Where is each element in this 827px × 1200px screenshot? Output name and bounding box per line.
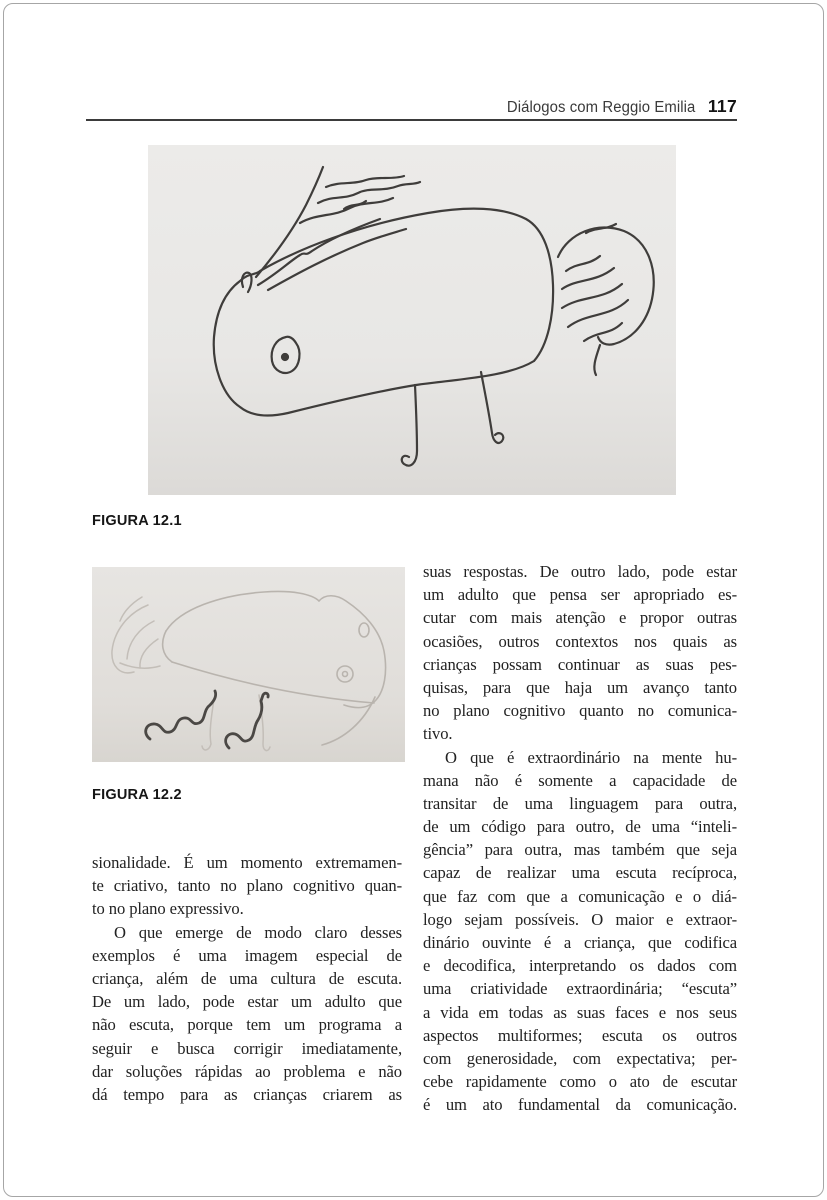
- text-line: a vida em todas as suas faces e nos seus: [423, 1002, 737, 1022]
- text-line: O que é extraordinário na mente hu-: [445, 747, 737, 767]
- horse-tail: [558, 224, 654, 375]
- text-line: logo sejam possíveis. O maior e extraor-: [423, 909, 737, 929]
- text-line: é um ato fundamental da comunicação.: [423, 1095, 737, 1115]
- text-line: crianças possam continuar as suas pes-: [423, 654, 737, 674]
- right-text-column: [423, 560, 737, 1117]
- text-line: aspectos multiformes; escuta os outros: [423, 1025, 737, 1045]
- left-text-column: [92, 851, 402, 1106]
- figure-12-1-drawing: [148, 145, 676, 495]
- figure-12-1: [148, 145, 676, 495]
- horse-body-outline: [214, 209, 553, 416]
- running-title: Diálogos com Reggio Emilia: [507, 99, 696, 116]
- figure-12-2-caption: FIGURA 12.2: [92, 786, 182, 803]
- page-header: [86, 96, 737, 117]
- text-line: um adulto que pensa ser apropriado es-: [423, 585, 737, 605]
- text-line: suas respostas. De outro lado, pode estar: [423, 562, 737, 581]
- text-line: que faz com que a comunicação e o diá-: [423, 886, 737, 906]
- text-line: com generosidade, com expectativa; per-: [423, 1048, 737, 1068]
- text-line: transitar de uma linguagem para outra,: [423, 793, 737, 813]
- text-line: gência” para outra, mas também que seja: [423, 840, 737, 860]
- text-line: sionalidade. É um momento extremamen-: [92, 853, 402, 872]
- text-line: to no plano expressivo.: [92, 899, 244, 919]
- header-rule: [86, 119, 737, 121]
- text-line: quisas, para que haja um avanço tanto: [423, 677, 737, 697]
- horse-eye-pupil: [282, 354, 288, 360]
- text-line: uma criatividade extraordinária; “escuta”: [423, 979, 737, 999]
- text-line: dinário ouvinte é a criança, que codifica: [423, 933, 737, 952]
- text-line: seguir e busca corrigir imediatamente,: [92, 1038, 402, 1058]
- text-line: mana não é somente a capacidade de: [423, 770, 737, 790]
- text-line: tivo.: [423, 724, 453, 744]
- dark-squiggle-legs: [146, 691, 268, 748]
- text-line: cutar com mais atenção e propor outras: [423, 608, 737, 628]
- text-line: capaz de realizar uma escuta recíproca,: [423, 863, 737, 883]
- text-line: O que emerge de modo claro desses: [114, 922, 402, 942]
- pencil-horse-outline: [163, 591, 386, 745]
- text-line: exemplos é uma imagem especial de: [92, 945, 402, 965]
- text-line: no plano cognitivo quanto no comunica-: [423, 701, 737, 721]
- figure-12-1-caption: FIGURA 12.1: [92, 512, 182, 529]
- figure-12-2: [92, 567, 405, 762]
- pencil-horse-tail: [112, 597, 160, 673]
- text-line: dá tempo para as crianças criarem as: [92, 1084, 402, 1104]
- text-line: te criativo, tanto no plano cognitivo quan-: [92, 876, 402, 896]
- text-line: não escuta, porque tem um programa a: [92, 1015, 402, 1035]
- horse-legs: [402, 372, 504, 466]
- text-line: ocasiões, outros contextos nos quais as: [423, 631, 737, 651]
- text-line: De um lado, pode estar um adulto que: [92, 992, 402, 1012]
- text-line: e decodifica, interpretando os dados com: [423, 956, 737, 976]
- page-number: 117: [707, 96, 737, 116]
- text-line: criança, além de uma cultura de escuta.: [92, 968, 402, 988]
- horse-mane: [256, 167, 420, 290]
- text-line: dar soluções rápidas ao problema e não: [92, 1061, 402, 1081]
- text-line: cebe rapidamente como o ato de escutar: [423, 1072, 737, 1092]
- figure-12-2-drawing: [92, 567, 405, 762]
- text-line: de um código para outro, de uma “inteli-: [423, 817, 737, 837]
